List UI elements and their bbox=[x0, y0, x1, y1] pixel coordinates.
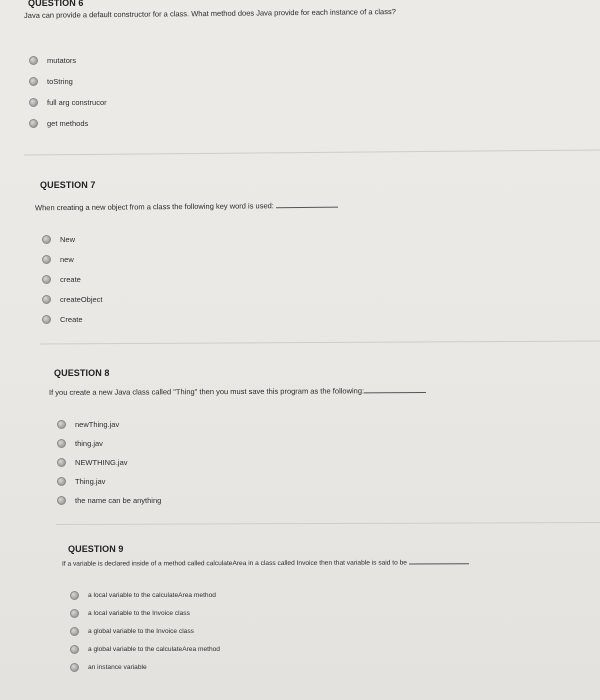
option-label: a local variable to the Invoice class bbox=[88, 609, 190, 617]
answer-option[interactable] bbox=[42, 250, 103, 269]
radio-button[interactable] bbox=[29, 98, 38, 107]
answer-option[interactable] bbox=[70, 640, 220, 658]
answer-blank bbox=[276, 207, 338, 209]
radio-button[interactable] bbox=[42, 315, 51, 324]
answer-option[interactable] bbox=[70, 658, 220, 676]
answer-option[interactable] bbox=[42, 270, 103, 289]
question-6-options bbox=[29, 51, 107, 133]
option-label: Create bbox=[60, 315, 83, 324]
radio-button[interactable] bbox=[42, 295, 51, 304]
answer-blank bbox=[364, 392, 426, 393]
option-label: thing.jav bbox=[75, 439, 103, 448]
option-label: get methods bbox=[47, 119, 89, 128]
radio-button[interactable] bbox=[70, 627, 79, 636]
radio-button[interactable] bbox=[70, 645, 79, 654]
radio-button[interactable] bbox=[70, 609, 79, 618]
radio-button[interactable] bbox=[70, 663, 79, 672]
option-label: New bbox=[60, 235, 76, 244]
radio-button[interactable] bbox=[57, 439, 66, 448]
radio-button[interactable] bbox=[29, 119, 38, 128]
option-label: toString bbox=[47, 77, 73, 86]
question-8-text: If you create a new Java class called "Thing" then you must save this program as the following: bbox=[49, 386, 426, 397]
radio-button[interactable] bbox=[42, 235, 51, 244]
option-label: Thing.jav bbox=[75, 477, 106, 486]
answer-option[interactable] bbox=[70, 604, 220, 622]
question-9-options bbox=[70, 586, 220, 676]
question-8-title: QUESTION 8 bbox=[54, 368, 110, 378]
answer-option[interactable] bbox=[42, 310, 103, 329]
answer-option[interactable] bbox=[29, 72, 107, 91]
answer-option[interactable] bbox=[57, 434, 161, 453]
question-7-text: When creating a new object from a class the following key word is used: bbox=[35, 201, 338, 213]
answer-option[interactable] bbox=[57, 491, 161, 510]
answer-option[interactable] bbox=[42, 290, 103, 309]
divider bbox=[40, 341, 600, 345]
answer-option[interactable] bbox=[70, 586, 220, 604]
option-label: the name can be anything bbox=[75, 496, 162, 505]
option-label: newThing.jav bbox=[75, 420, 120, 429]
radio-button[interactable] bbox=[70, 591, 79, 600]
radio-button[interactable] bbox=[29, 77, 38, 86]
question-6-title: QUESTION 6 bbox=[28, 0, 84, 8]
option-label: NEWTHING.jav bbox=[75, 458, 128, 467]
option-label: a local variable to the calculateArea method bbox=[88, 591, 216, 599]
question-9-text: If a variable is declared inside of a method called calculateArea in a class called Invoice then that variable is said to be bbox=[62, 559, 469, 567]
answer-option[interactable] bbox=[57, 472, 161, 491]
option-label: a global variable to the Invoice class bbox=[88, 627, 194, 635]
divider bbox=[56, 522, 600, 525]
option-label: create bbox=[60, 275, 81, 284]
question-8-options bbox=[57, 415, 161, 510]
option-label: createObject bbox=[60, 295, 103, 304]
answer-option[interactable] bbox=[29, 114, 107, 133]
divider bbox=[24, 149, 600, 155]
radio-button[interactable] bbox=[57, 496, 66, 505]
answer-option[interactable] bbox=[29, 93, 107, 112]
radio-button[interactable] bbox=[57, 420, 66, 429]
option-label: mutators bbox=[47, 56, 77, 65]
option-label: an instance variable bbox=[88, 663, 147, 671]
answer-option[interactable] bbox=[29, 51, 107, 70]
radio-button[interactable] bbox=[57, 477, 66, 486]
answer-option[interactable] bbox=[57, 415, 161, 434]
question-6-text: Java can provide a default constructor for a class. What method does Java provide for each instance of a class? bbox=[23, 7, 396, 20]
answer-option[interactable] bbox=[70, 622, 220, 640]
option-label: full arg construcor bbox=[47, 98, 107, 107]
question-7-title: QUESTION 7 bbox=[40, 180, 96, 190]
radio-button[interactable] bbox=[29, 56, 38, 65]
radio-button[interactable] bbox=[42, 255, 51, 264]
radio-button[interactable] bbox=[42, 275, 51, 284]
option-label: new bbox=[60, 255, 74, 264]
question-9-title: QUESTION 9 bbox=[68, 544, 124, 554]
answer-option[interactable] bbox=[57, 453, 161, 472]
option-label: a global variable to the calculateArea method bbox=[88, 645, 220, 653]
answer-blank bbox=[409, 563, 469, 564]
radio-button[interactable] bbox=[57, 458, 66, 467]
answer-option[interactable] bbox=[42, 230, 103, 249]
question-7-options bbox=[42, 230, 103, 329]
